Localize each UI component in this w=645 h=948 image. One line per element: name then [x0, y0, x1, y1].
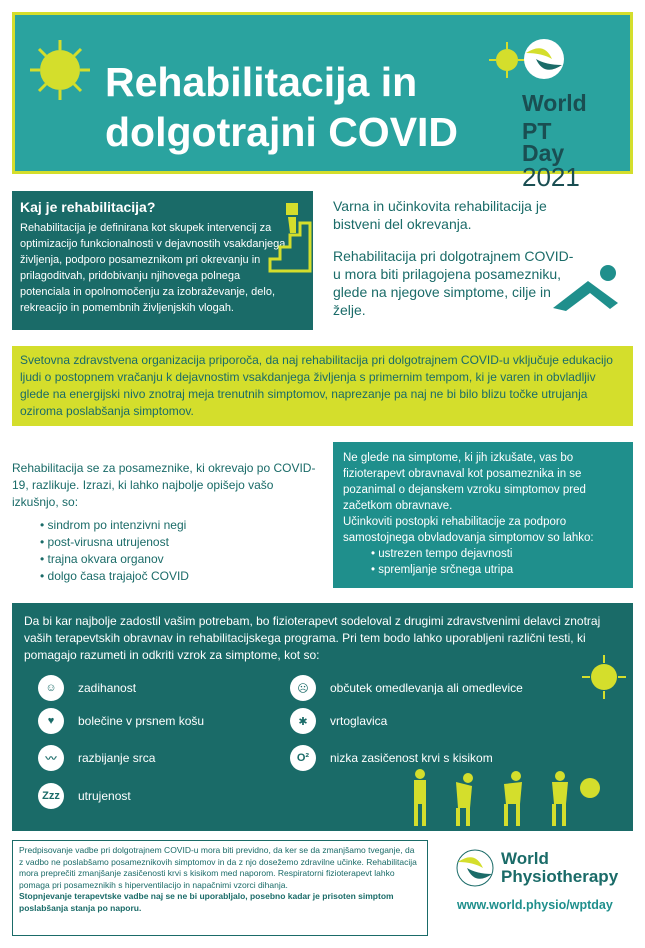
note-text: Predpisovanje vadbe pri dolgotrajnem COVID-u mora biti previdno, da ker se da zmanjšamo tveganje, da z vadbo ne poslabšamo posameznikovih simptomov in da z njo dosežemo zdravilne učinke. Rehabilitacija mora preprečiti zmanjšanje zasičenosti krvi s kisikom med naporom. Respiratorni fizioterapevt lahko pomaga pri posameznikih s hiperventilacijo in napačnimi vzorci dihanja.: [19, 845, 417, 890]
list-item: • spremljanje srčnega utripa: [371, 562, 623, 578]
symptom-fainting: [290, 675, 523, 701]
approach-text-1: Ne glede na simptome, ki jih izkušate, vas bo fizioterapevt obravnaval kot posameznika in se pozanimal o dejanskem vzroku simptomov pred začetkom obravnave.: [343, 452, 586, 512]
list-item: • trajna okvara organov: [40, 551, 322, 568]
physio-approach-box: [333, 442, 633, 588]
statement-2: Rehabilitacija pri dolgotrajnem COVID-u mora biti prilagojena posamezniku, glede na njegove simptome, cilje in želje.: [333, 248, 574, 318]
world-pt-day-logo: [522, 37, 592, 190]
exercising-people-icon: [408, 768, 608, 828]
brand-line-1: World: [501, 849, 549, 868]
rehab-terms-section: [12, 460, 322, 585]
logo-world: World: [522, 90, 587, 116]
box-heading: Kaj je rehabilitacija?: [20, 199, 156, 215]
symptoms-intro: Da bi kar najbolje zadostil vašim potrebam, bo fizioterapevt sodeloval z drugimi zdravstvenimi delavci znotraj vaših terapevtskih obravnav in rehabilitacijskega programa. Pri tem bodo lahko uporabljeni različni testi, ki pomagajo razumeti in odkriti vzrok za simptome, kot so:: [24, 614, 601, 662]
box-text: Rehabilitacija je definirana kot skupek intervencij za optimizacijo funkcionalnosti v dejavnostih vsakdanjega življenja, podporo posameznikom pri okrevanju in prilagoditvah, pridobivanju njihovega polnega potenciala in opolnomočenju za izobraževanje, delo, rekreacijo in pomembnih življenjskih vlogah.: [20, 222, 286, 314]
approach-list: [371, 546, 623, 578]
symptom-label: zadihanost: [78, 681, 137, 695]
virus-icon: [580, 653, 628, 701]
logo-mark-icon: [522, 37, 566, 81]
stairs-person-icon: [268, 203, 312, 273]
symptom-label: bolečine v prsnem košu: [78, 714, 205, 728]
symptom-label: razbijanje srca: [78, 751, 156, 765]
virus-icon: [25, 35, 95, 105]
symptom-label: vrtoglavica: [330, 714, 388, 728]
lungs-icon: ♥: [38, 708, 64, 734]
list-item: • sindrom po intenzivni negi: [40, 517, 322, 534]
world-physiotherapy-brand: [455, 848, 619, 912]
symptom-palpitations: [38, 745, 155, 771]
dizzy-person-icon: ✱: [290, 708, 316, 734]
fainting-person-icon: ☹: [290, 675, 316, 701]
sleep-icon: Zzz: [38, 783, 64, 809]
list-item: • post-virusna utrujenost: [40, 534, 322, 551]
title-line-2: dolgotrajni COVID: [105, 109, 459, 155]
brand-line-2: Physiotherapy: [501, 867, 619, 886]
lungs-person-icon: ☺: [38, 675, 64, 701]
statement-1: Varna in učinkovita rehabilitacija je bistveni del okrevanja.: [333, 198, 547, 232]
who-recommendation-box: [12, 346, 633, 426]
website-link[interactable]: www.world.physio/wptday: [457, 898, 613, 912]
approach-text-2: Učinkoviti postopki rehabilitacije za podporo samostojnega obvladovanja simptomov so lahko:: [343, 516, 594, 544]
symptom-dizziness: [290, 708, 387, 734]
key-statements: [333, 197, 578, 333]
logo-year: 2021: [522, 162, 580, 192]
who-text: Svetovna zdravstvena organizacija priporoča, da naj rehabilitacija pri dolgotrajnem COVID-u vključuje edukacijo ljudi o postopnem vračanju k dejavnostim vsakdanjega življenja s primernim tempom, ki je varen in obvladljiv glede na energijski nivo znotraj meja trenutnih simptomov, naprezanje pa naj ne bi bilo blizu točke utrujanja oziroma poslabšanja simptomov.: [20, 353, 613, 418]
heartbeat-icon: 〰: [38, 745, 64, 771]
symptom-chest-pain: [38, 708, 204, 734]
symptom-label: utrujenost: [78, 789, 131, 803]
list-item: • dolgo časa trajajoč COVID: [40, 568, 322, 585]
terms-intro: Rehabilitacija se za posameznike, ki okrevajo po COVID-19, razlikuje. Izrazi, ki lahko najbolje opišejo vašo izkušnjo, so:: [12, 461, 316, 509]
logo-pt-day: PT Day: [522, 118, 565, 166]
title-line-1: Rehabilitacija in: [105, 59, 418, 105]
symptoms-box: [12, 603, 633, 831]
what-is-rehab-box: [12, 191, 313, 330]
exercise-person-icon: [548, 263, 628, 313]
world-physiotherapy-logo-icon: [455, 848, 495, 888]
list-item: • ustrezen tempo dejavnosti: [371, 546, 623, 562]
oxygen-icon: O²: [290, 745, 316, 771]
terms-list: [40, 517, 322, 585]
symptom-label: nizka zasičenost krvi s kisikom: [330, 751, 493, 765]
symptom-fatigue: [38, 783, 131, 809]
symptom-breathlessness: [38, 675, 136, 701]
page-title: [105, 57, 535, 157]
header-banner: [12, 12, 633, 192]
symptom-label: občutek omedlevanja ali omedlevice: [330, 681, 523, 695]
exercise-caution-note: [12, 840, 428, 936]
note-bold: Stopnjevanje terapevtske vadbe naj se ne bi uporabljalo, posebno kadar je prisoten simptom poslabšanja stanja po naporu.: [19, 891, 394, 913]
